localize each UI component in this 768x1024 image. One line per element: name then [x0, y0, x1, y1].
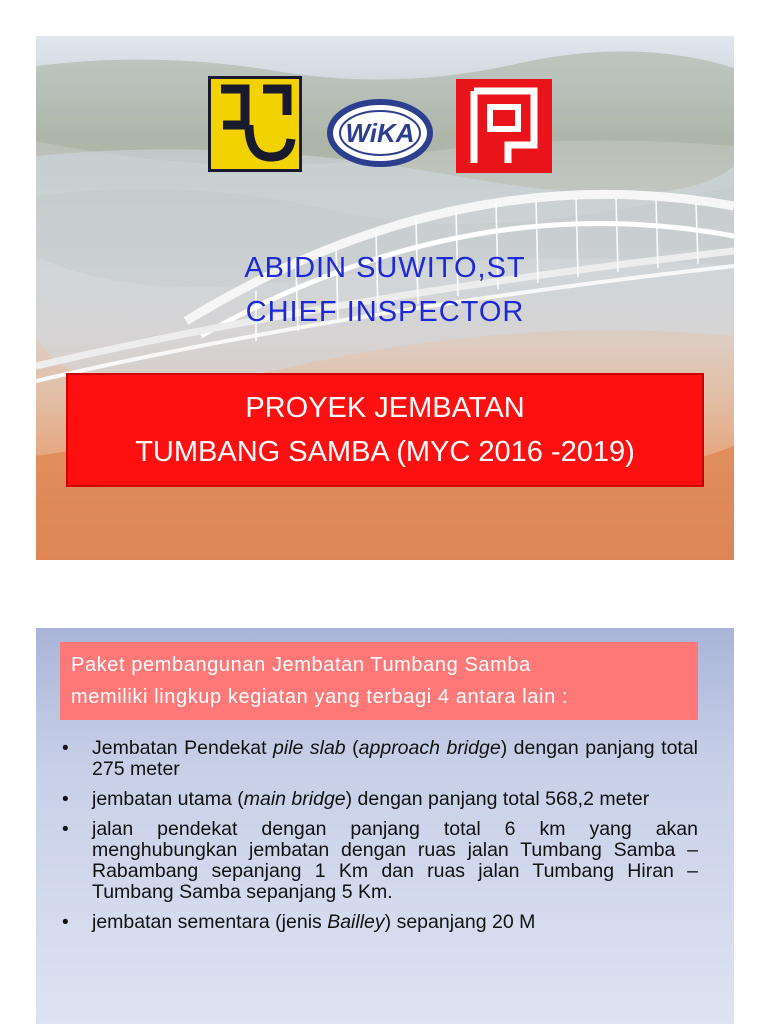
- pu-logo-icon: [208, 76, 302, 172]
- bullet-italic: Bailley: [327, 911, 385, 933]
- bullet-text: ) dengan panjang total 568,2 meter: [345, 788, 650, 810]
- scope-list: [58, 738, 698, 942]
- logo-row: [36, 76, 734, 216]
- bullet-text: jembatan utama (: [92, 788, 244, 810]
- intro-line2: memiliki lingkup kegiatan yang terbagi 4 antara lain :: [71, 686, 569, 708]
- bullet-icon: •: [62, 912, 69, 933]
- wika-logo-icon: [326, 98, 434, 168]
- project-title-line2: TUMBANG SAMBA (MYC 2016 -2019): [135, 436, 635, 468]
- intro-line1: Paket pembangunan Jembatan Tumbang Samba: [71, 654, 531, 676]
- bullet-text: (: [345, 737, 359, 759]
- bullet-text: ) dengan panjang total 275 meter: [92, 737, 699, 780]
- wika-logo-text: WiKA: [345, 118, 415, 148]
- intro-box: [60, 642, 698, 720]
- bullet-text: jembatan sementara (jenis: [92, 911, 328, 933]
- bullet-text: Jembatan Pendekat: [92, 737, 274, 759]
- presenter-role: CHIEF INSPECTOR: [245, 296, 525, 328]
- scope-slide: [36, 628, 734, 1024]
- project-title-line1: PROYEK JEMBATAN: [245, 392, 525, 424]
- presenter-block: [36, 246, 734, 334]
- bullet-italic: main bridge: [243, 788, 346, 810]
- bullet-text: jalan pendekat dengan panjang total 6 km yang akan menghubungkan jembatan dengan ruas jalan Tumbang Samba – Rabambang sepanjang 1 Km dan ruas jalan Tumbang Hiran – Tumbang Samba sepanjang 5 Km.: [92, 818, 698, 903]
- bullet-text: ) sepanjang 20 M: [384, 911, 536, 933]
- bullet-italic: pile slab: [273, 737, 346, 759]
- hutama-karya-logo-icon: [456, 79, 552, 173]
- project-title-box: [66, 373, 704, 487]
- bullet-icon: •: [62, 819, 69, 840]
- list-item: [58, 912, 698, 933]
- list-item: [58, 819, 698, 903]
- presenter-name: ABIDIN SUWITO,ST: [244, 252, 526, 284]
- title-slide: [36, 36, 734, 560]
- bullet-italic: approach bridge: [358, 737, 501, 759]
- bullet-icon: •: [62, 789, 69, 810]
- bullet-icon: •: [62, 738, 69, 759]
- list-item: [58, 738, 698, 780]
- list-item: [58, 789, 698, 810]
